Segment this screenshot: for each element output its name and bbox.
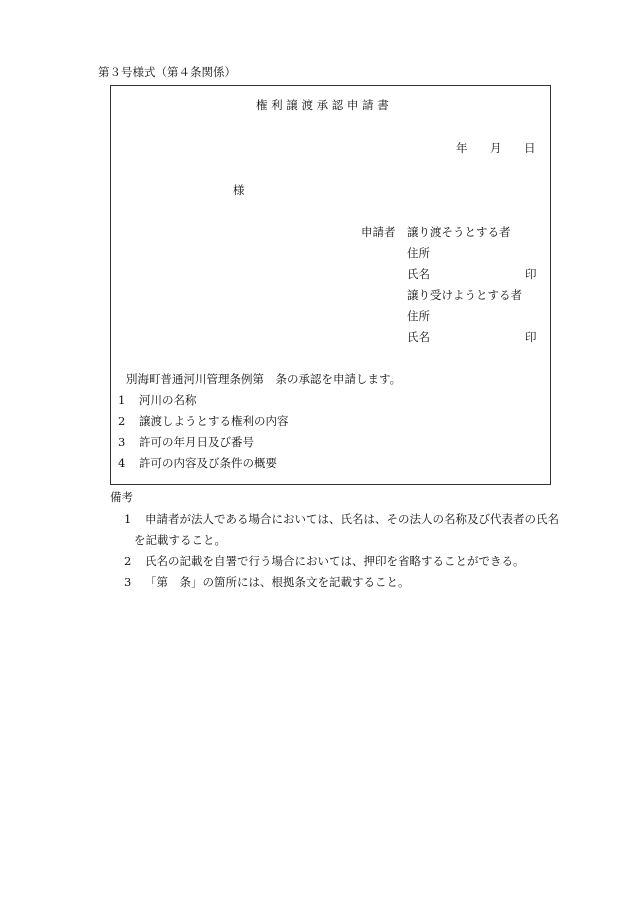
transferor-label: 譲り渡そうとする者 <box>407 225 511 239</box>
note-number: 1 <box>124 512 132 526</box>
transferee-address-label: 住所 <box>407 309 430 323</box>
item-river-name: 河川の名称 <box>139 393 197 407</box>
item-rights-content: 譲渡しようとする権利の内容 <box>139 414 289 428</box>
notes-heading: 備考 <box>110 490 133 504</box>
transferee-label: 譲り受けようとする者 <box>407 288 522 302</box>
application-statement: 別海町普通河川管理条例第 条の承認を申請します。 <box>126 372 402 386</box>
note-text: 「第 条」の箇所には、根拠条文を記載すること。 <box>145 575 410 589</box>
transferor-seal-mark: 印 <box>525 267 537 281</box>
note-text: 氏名の記載を自署で行う場合においては、押印を省略することができる。 <box>145 554 525 568</box>
applicant-label: 申請者 <box>361 225 396 239</box>
transferor-name-label: 氏名 <box>407 267 430 281</box>
note-text: 申請者が法人である場合においては、氏名は、その法人の名称及び代表者の氏名 <box>145 512 559 526</box>
item-number: 3 <box>118 435 126 449</box>
transferee-name-label: 氏名 <box>407 330 430 344</box>
date-year: 年 <box>456 141 468 155</box>
form-title: 権 利 譲 渡 承 認 申 請 書 <box>256 98 389 112</box>
note-number: 3 <box>124 575 132 589</box>
note-number: 2 <box>124 554 132 568</box>
addressee-suffix: 様 <box>233 183 245 197</box>
item-permit-conditions: 許可の内容及び条件の概要 <box>139 456 277 470</box>
note-text-continued: を記載すること。 <box>134 533 226 547</box>
form-number: 第３号様式（第４条関係） <box>98 65 236 79</box>
item-number: 2 <box>118 414 126 428</box>
date-month: 月 <box>490 141 502 155</box>
item-number: 1 <box>118 393 126 407</box>
date-day: 日 <box>524 141 536 155</box>
transferee-seal-mark: 印 <box>525 330 537 344</box>
transferor-address-label: 住所 <box>407 246 430 260</box>
item-number: 4 <box>118 456 126 470</box>
item-permit-date-number: 許可の年月日及び番号 <box>139 435 254 449</box>
